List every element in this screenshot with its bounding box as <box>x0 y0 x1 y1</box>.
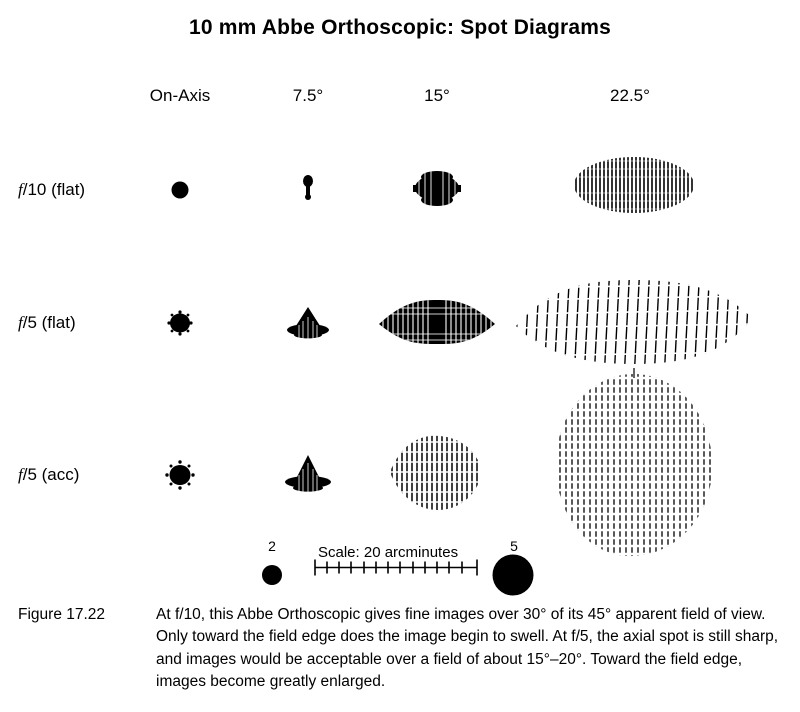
scale-bar <box>308 557 484 584</box>
spot-f5flat-7-5 <box>277 299 339 345</box>
reference-dot-2-number: 2 <box>268 538 276 554</box>
row-label-f5-acc-suffix: /5 (acc) <box>22 465 80 484</box>
spot-f10-on-axis <box>165 175 195 205</box>
figure-caption-label: Figure 17.22 <box>18 606 106 623</box>
spot-f5acc-22-5 <box>546 368 722 564</box>
figure-caption-text: At f/10, this Abbe Orthoscopic gives fine images over 30° of its 45° apparent field of view. Only toward the field edge does the image begin to swell. At f/5, the axial spot is still sharp, and images would be acceptable over a field of about 15°–20°. Toward the field edge, images become greatly enlarged. <box>156 606 779 691</box>
spot-f10-15 <box>401 162 473 214</box>
spot-f5flat-22-5 <box>510 270 758 374</box>
row-label-f5-acc-prefix: f <box>18 465 23 484</box>
spot-f5flat-on-axis <box>163 306 197 340</box>
page-title: 10 mm Abbe Orthoscopic: Spot Diagrams <box>188 16 612 39</box>
row-label-f10-flat-suffix: /10 (flat) <box>22 180 86 199</box>
spot-f5acc-15 <box>382 426 492 518</box>
scale-bar-label: Scale: 20 arcminutes <box>318 544 459 561</box>
spot-f5flat-15 <box>375 294 499 350</box>
row-label-f5-acc <box>18 465 79 485</box>
column-header-on-axis: On-Axis <box>149 86 211 105</box>
reference-dot-5-number: 5 <box>510 538 518 554</box>
spot-f10-22-5 <box>566 148 702 222</box>
spot-f5acc-7-5 <box>277 449 339 499</box>
row-label-f5-flat-prefix: f <box>18 313 23 332</box>
row-label-f5-flat <box>18 313 76 333</box>
column-header-22-5: 22.5° <box>610 86 650 105</box>
row-label-f10-flat <box>18 180 85 200</box>
row-label-f5-flat-suffix: /5 (flat) <box>22 313 76 332</box>
spot-f10-7-5 <box>288 168 328 212</box>
reference-dot-5 <box>493 555 534 596</box>
spot-f5acc-on-axis <box>162 457 198 493</box>
reference-dot-2 <box>262 565 282 585</box>
column-header-15: 15° <box>424 86 450 105</box>
row-label-f10-flat-prefix: f <box>18 180 23 199</box>
column-header-7-5: 7.5° <box>292 86 324 105</box>
